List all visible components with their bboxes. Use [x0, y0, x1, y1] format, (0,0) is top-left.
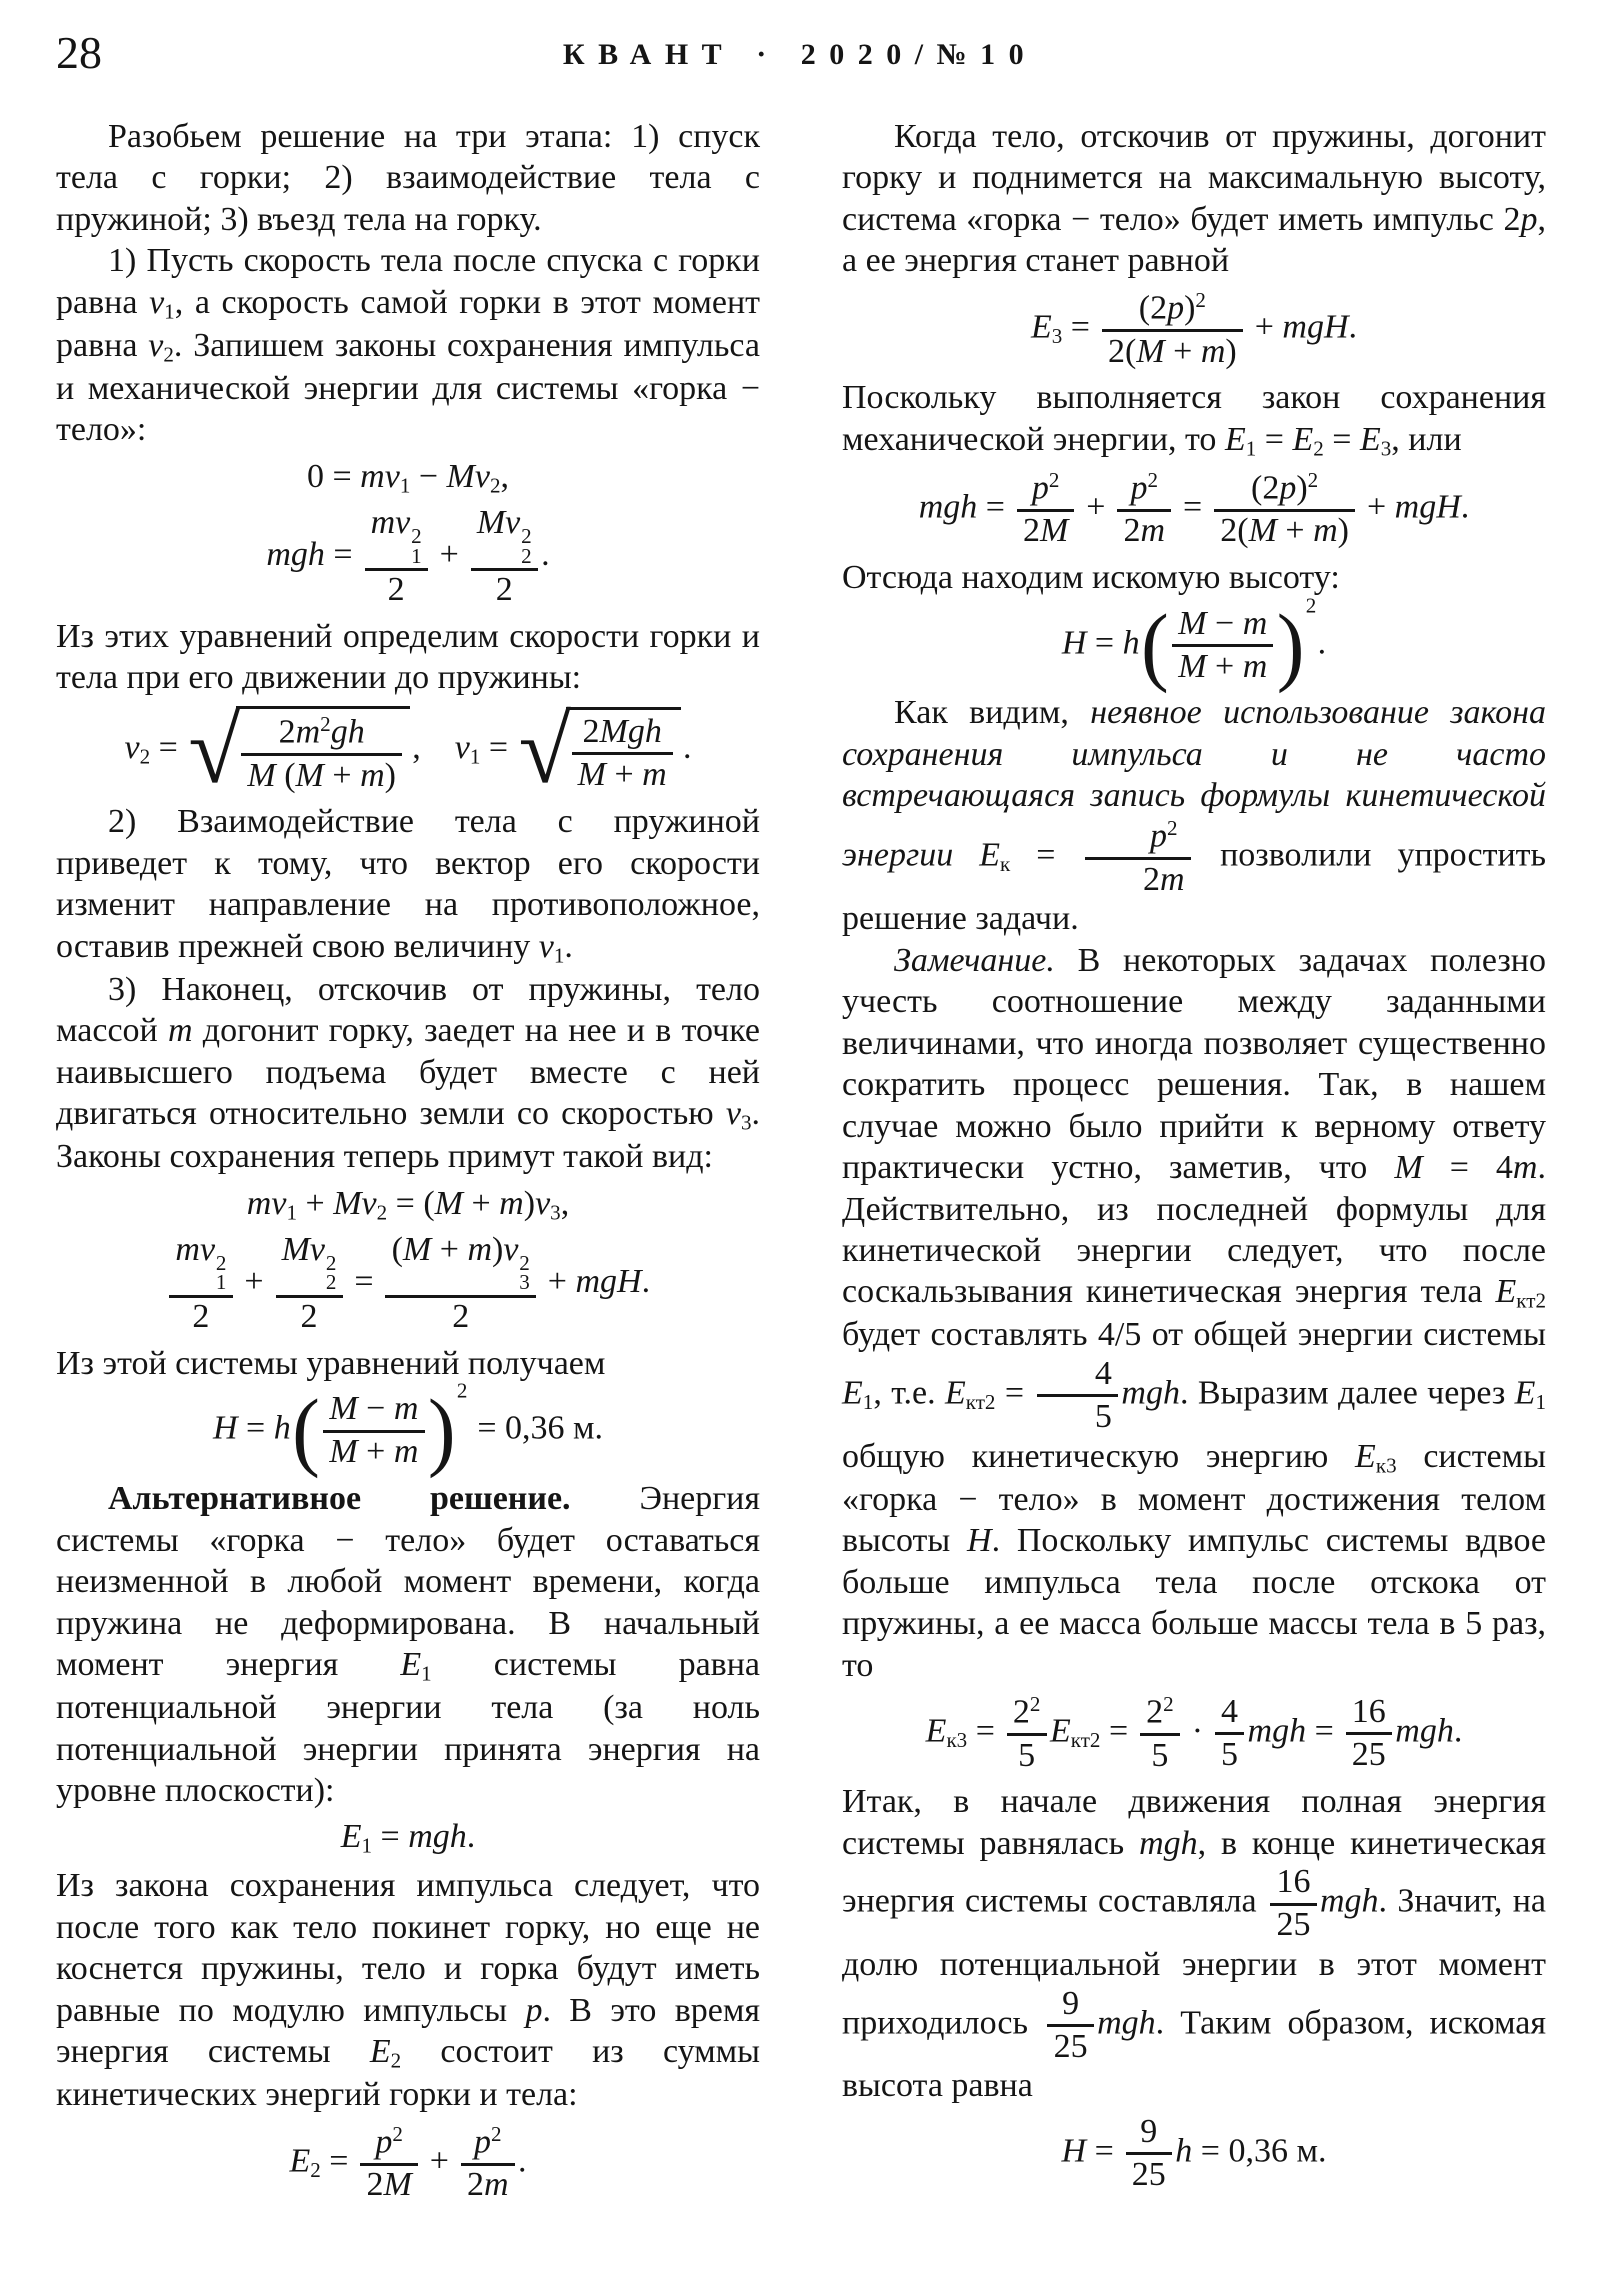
journal-title: КВАНТ · 2020/№10 [562, 38, 1038, 71]
display-formula: mgh = $\frac{p^2}{2M}$ + $\frac{p^2}{2m}$ = $\frac{(2p)^2}{2(M + m)}$ + mgH. [918, 467, 1470, 550]
display-formula: v2 = √ $\frac{2m^2gh}{M (M + m)}$ , v1 = √ $\frac{\text{2Mgh}}{M + m}$ . [124, 697, 692, 804]
paragraph: Отсюда находим искомую высоту: [842, 559, 1340, 597]
display-formula: E2 = $\frac{p^2}{2M}$ + $\frac{p^2}{2m}$ . [289, 2121, 527, 2204]
paragraph: 1) Пусть скорость тела после спуска с горки равна v1, а скорость самой горки в этот момент равна v2. Запишем законы сохранения импульса и механической энергии для системы «горка − тело»: [56, 242, 760, 449]
paragraph: 3) Наконец, отскочив от пружины, тело массой m догонит горку, заедет на нее и в точке наивысшего подъема будет вместе с ней двигаться относительно земли со скоростью v3. Законы сохранения теперь примут такой вид: [56, 970, 760, 1176]
page-number: 28 [56, 27, 102, 78]
display-formula: mv1 + Mv2 = (M + m)v3, [246, 1184, 570, 1224]
page-header [56, 27, 1544, 90]
display-formula: E1 = mgh. [340, 1818, 476, 1858]
display-formula: E3 = $\frac{(2p)^2}{2(M + m)}$ + mgH. [1030, 287, 1358, 370]
display-formula: Eк3 = $\frac{2^2}{5}$ Eкт2 = $\frac{2^2}{5}$ · $\frac{4}{5}$ mgh = $\frac{16}{25}$ mgh. [925, 1692, 1463, 1774]
paragraph: Замечание. В некоторых задачах полезно учесть соотношение между заданными величинами, что иногда позволяет существенно сократить процесс решения. Так, в нашем случае можно было прийти к верному ответу практически устно, заметив, что M = 4m. Действительно, из последней формулы для кинетической энергии следует, что после соскальзывания кинетическая энергия тела Eкт2 будет составлять 4/5 от общей энергии системы E1, т.е. Eкт2 = $\frac{4}{5}$ mgh. Выразим далее через E1 общую кинетическую энергию Eк3 системы «горка − тело» в момент достижения телом высоты H. Поскольку импульс системы вдвое больше импульса тела после отскока от пружины, а ее масса больше массы тела в 5 раз, то [842, 941, 1547, 1684]
paragraph: Альтернативное решение. Энергия системы «горка − тело» будет оставаться неизменной в любой момент времени, когда пружина не деформирована. В начальный момент энергия E1 системы равна потенциальной энергии тела (за ноль потенциальной энергии принята энергия на уровне плоскости): [56, 1480, 761, 1809]
paragraph: 2) Взаимодействие тела с пружиной приведет к тому, что вектор его скорости изменит направление на противоположное, оставив прежней свою величину v1. [56, 803, 760, 968]
paragraph: Как видим, неявное использование закона сохранения импульса и не часто встречающаяся запись формулы кинетической энергии Eк = $\frac{p^2}{2m}$ позволили упростить решение задачи. [842, 694, 1547, 938]
paragraph: Поскольку выполняется закон сохранения механической энергии, то E1 = E2 = E3, или [842, 379, 1546, 461]
display-formula: 0 = mv1 − Mv2, [306, 457, 510, 498]
paragraph: Из закона сохранения импульса следует, что после того как тело покинет горку, но еще не коснется пружины, тело и горка будут иметь равные по модулю импульсы p. В это время энергия системы E2 состоит из суммы кинетических энергий горки и тела: [56, 1867, 761, 2114]
paragraph: Разобьем решение на три этапа: 1) спуск тела с горки; 2) взаимодействие тела с пружиной; 3) въезд тела на горку. [56, 118, 760, 238]
display-formula: mgh = mv 2 1 2 + Mv 2 2 2 . [266, 503, 550, 609]
display-formula: H = $\frac{9}{25}$ h = 0,36 м. [1061, 2112, 1327, 2193]
paragraph: Когда тело, отскочив от пружины, догонит горку и поднимется на максимальную высоту, система «горка − тело» будет иметь импульс 2p, а ее энергия станет равной [842, 118, 1546, 280]
display-formula: H = h ( $\frac{M - m}{M + m}$ ) 2 . [1061, 592, 1327, 694]
paragraph: Итак, в начале движения полная энергия системы равнялась mgh, в конце кинетическая энергия системы составляла $\frac{16}{25}$ mgh. Значит, на долю потенциальной энергии в этот момент приходилось $\frac{9}{25}$ mgh. Таким образом, искомая высота равна [842, 1783, 1546, 2105]
display-formula: mv 2 1 2 + Mv 2 2 2 = (M + m)v 2 3 2 + mgH. [56, 1232, 760, 1336]
column-left [56, 116, 760, 2211]
paragraph: Из этих уравнений определим скорости горки и тела при его движении до пружины: [56, 618, 760, 697]
column-right [842, 116, 1546, 2201]
paragraph: Из этой системы уравнений получаем [56, 1344, 606, 1382]
display-formula: H = h ( $\frac{M - m}{M + m}$ ) 2 = 0,36 м. [212, 1378, 604, 1480]
